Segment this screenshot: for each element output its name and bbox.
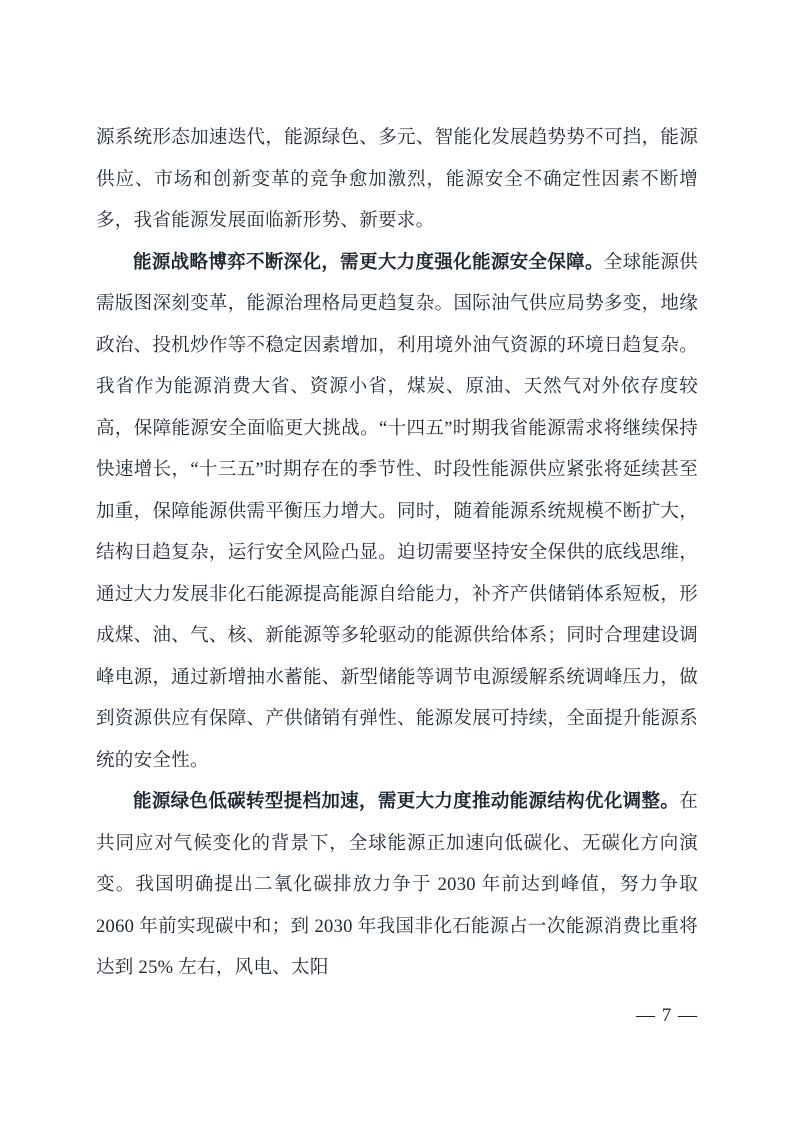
paragraph-text: 在共同应对气候变化的背景下，全球能源正加速向低碳化、无碳化方向演变。我国明确提出二氧化碳排放力争于 2030 年前达到峰值，努力争取 2060 年前实现碳中和；到 2030 年我国非化石能源占一次能源消费比重将达到 25% 左右，风电、太阳 <box>96 792 698 978</box>
paragraph-energy-strategy <box>96 243 698 783</box>
paragraph-green-transition <box>96 782 698 990</box>
paragraph-lead-bold: 能源绿色低碳转型提档加速，需更大力度推动能源结构优化调整。 <box>133 792 680 812</box>
page-body <box>96 118 698 990</box>
paragraph-lead-bold: 能源战略博弈不断深化，需更大力度强化能源安全保障。 <box>133 252 604 273</box>
paragraph-text: 源系统形态加速迭代，能源绿色、多元、智能化发展趋势势不可挡，能源供应、市场和创新变革的竞争愈加激烈，能源安全不确定性因素不断增多，我省能源发展面临新形势、新要求。 <box>96 128 698 231</box>
page-number: — 7 — <box>636 1005 698 1026</box>
paragraph-continued <box>96 118 698 243</box>
paragraph-text: 全球能源供需版图深刻变革，能源治理格局更趋复杂。国际油气供应局势多变，地缘政治、投机炒作等不稳定因素增加，利用境外油气资源的环境日趋复杂。我省作为能源消费大省、资源小省，煤炭、原油、天然气对外依存度较高，保障能源安全面临更大挑战。“十四五”时期我省能源需求将继续保持快速增长，“十三五”时期存在的季节性、时段性能源供应紧张将延续甚至加重，保障能源供需平衡压力增大。同时，随着能源系统规模不断扩大，结构日趋复杂，运行安全风险凸显。迫切需要坚持安全保供的底线思维，通过大力发展非化石能源提高能源自给能力，补齐产供储销体系短板，形成煤、油、气、核、新能源等多轮驱动的能源供给体系；同时合理建设调峰电源，通过新增抽水蓄能、新型储能等调节电源缓解系统调峰压力，做到资源供应有保障、产供储销有弹性、能源发展可持续，全面提升能源系统的安全性。 <box>96 252 698 771</box>
